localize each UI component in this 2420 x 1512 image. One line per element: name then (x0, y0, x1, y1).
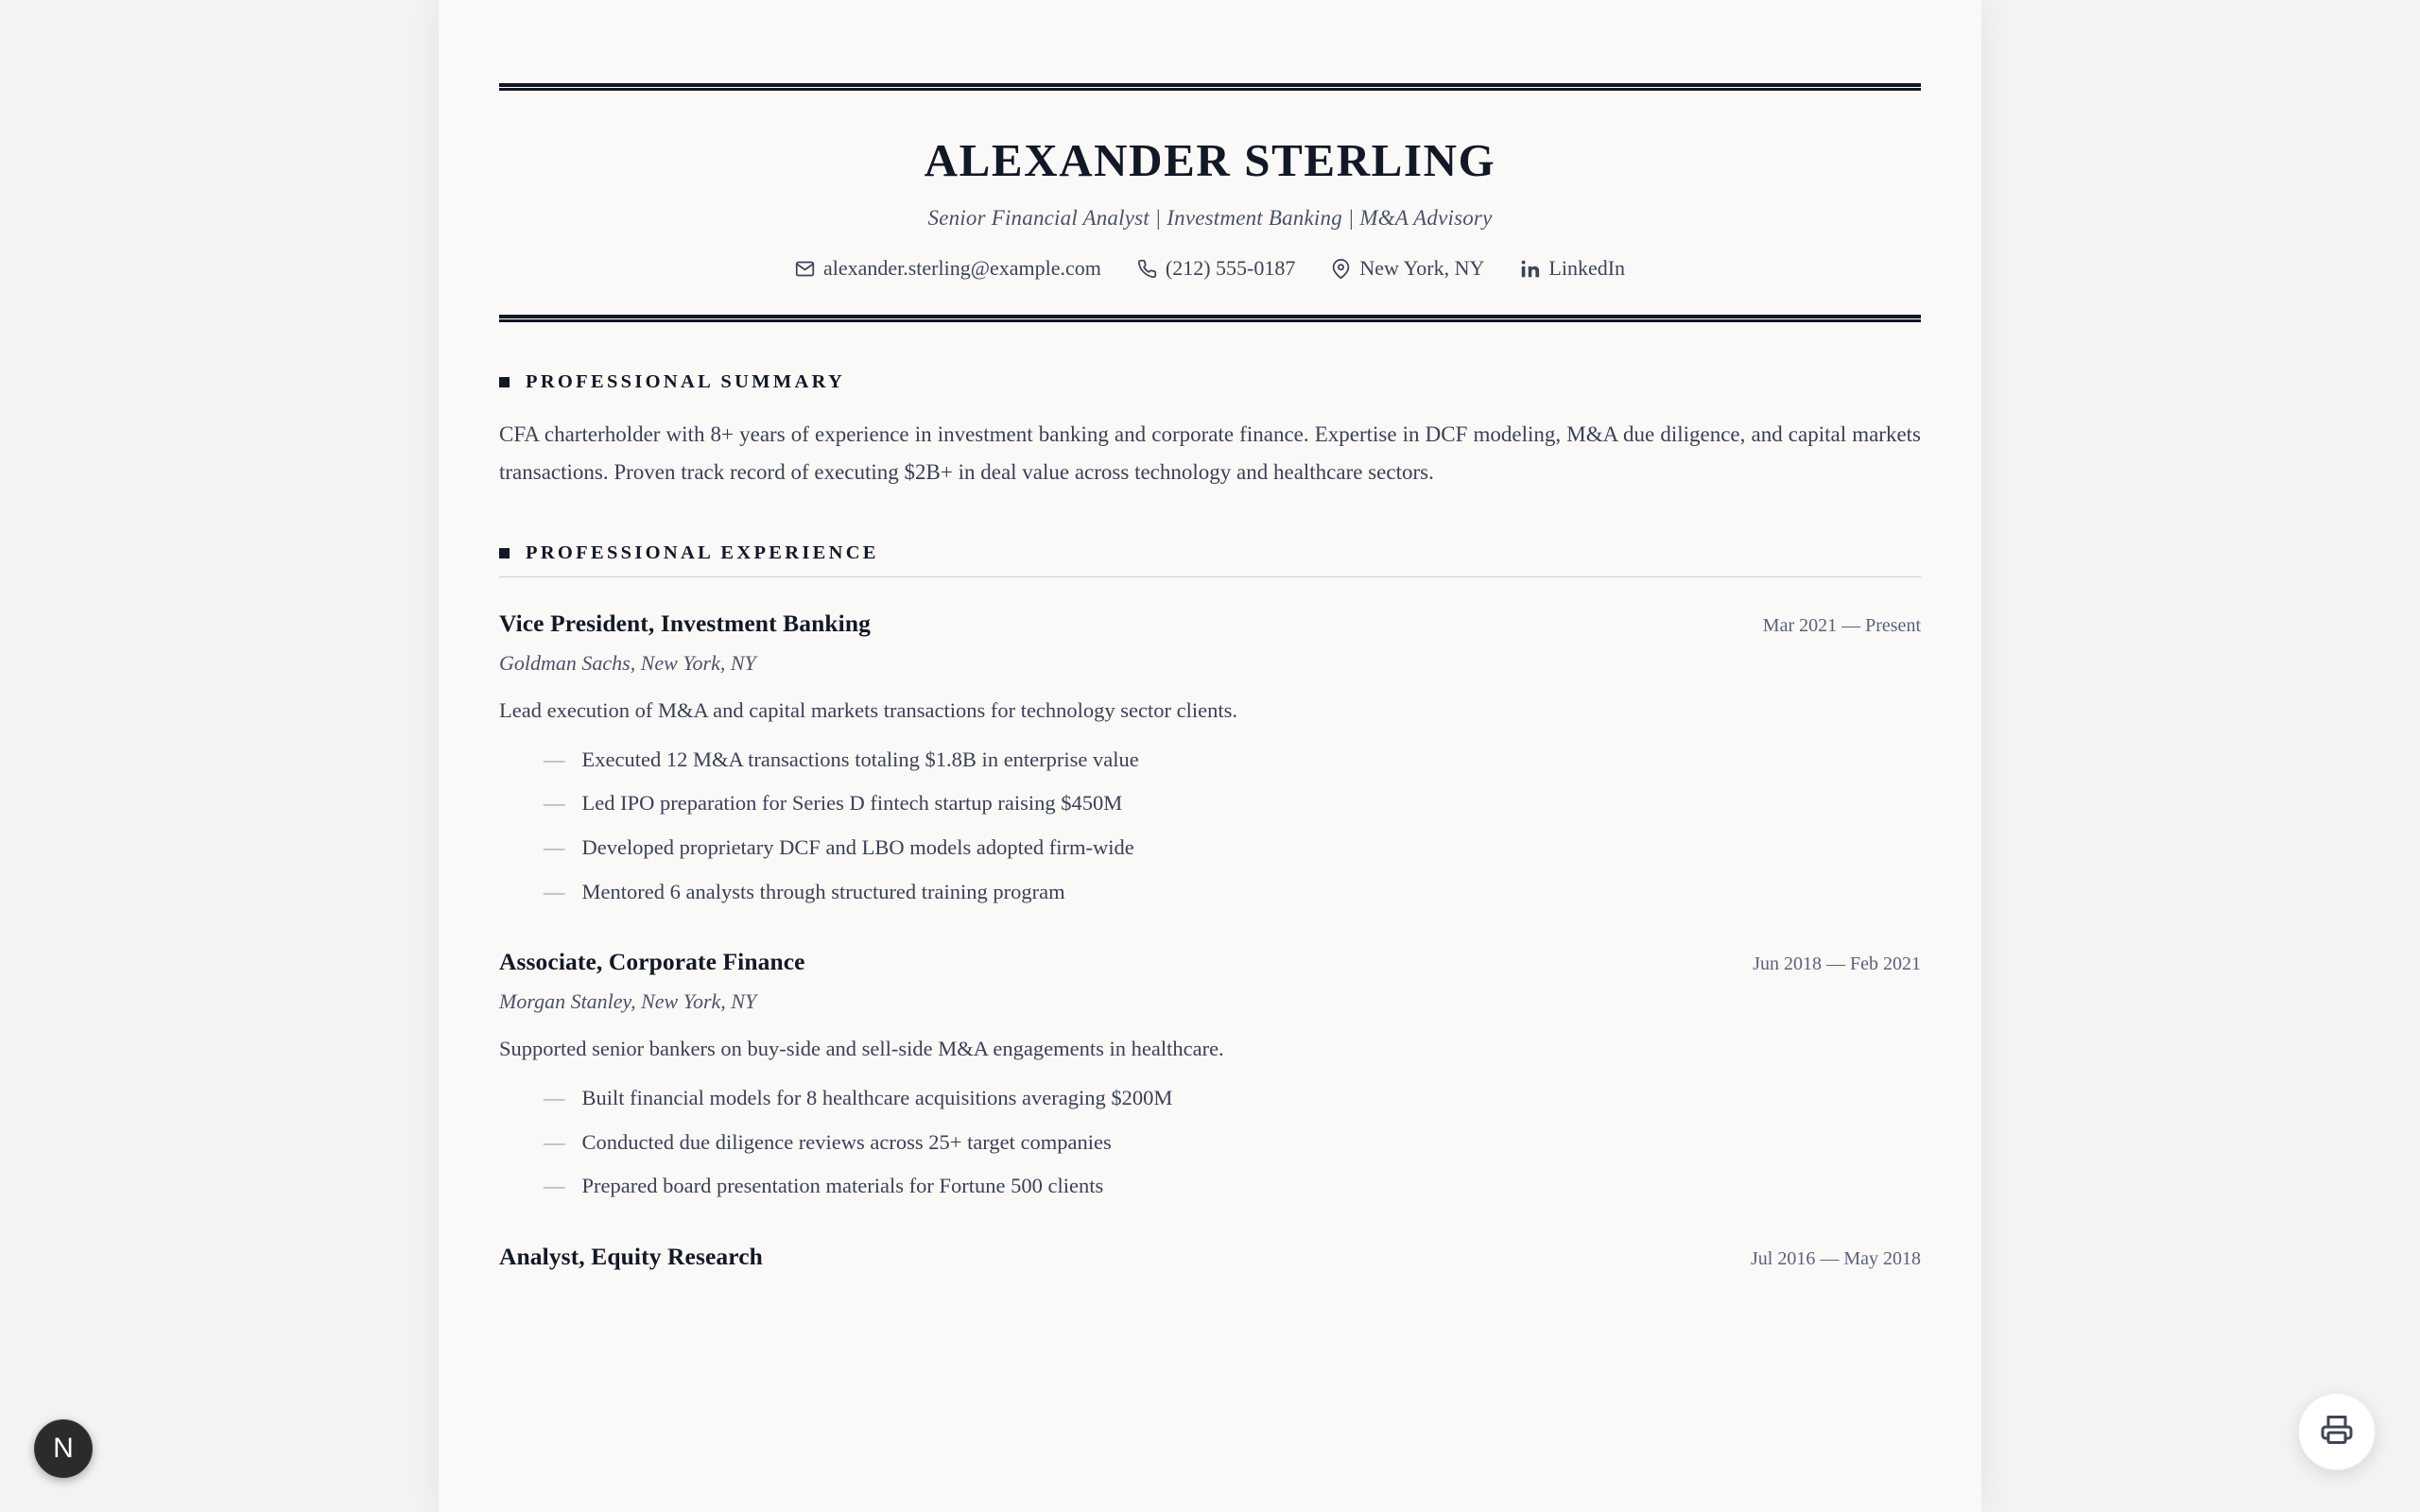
section-experience-title: PROFESSIONAL EXPERIENCE (526, 541, 879, 563)
dash-marker-icon: — (544, 1085, 565, 1109)
job-company: Morgan Stanley, New York, NY (499, 989, 757, 1014)
contact-phone[interactable] (1137, 255, 1296, 281)
square-bullet-icon (499, 548, 510, 558)
contact-location[interactable] (1331, 255, 1485, 281)
job-dates: Jul 2016 — May 2018 (1751, 1247, 1921, 1269)
job-bullet-text: Executed 12 M&A transactions totaling $1.8B in enterprise value (581, 747, 1139, 771)
job-description: Lead execution of M&A and capital markets transactions for technology sector clients. (499, 697, 1237, 722)
header-bottom-double-rule (499, 315, 1921, 322)
section-professional-summary (499, 371, 1921, 491)
job-dates: Jun 2018 — Feb 2021 (1753, 954, 1921, 975)
job-bullet-text: Conducted due diligence reviews across 25+ target companies (581, 1129, 1112, 1154)
dash-marker-icon: — (544, 834, 565, 859)
summary-body: CFA charterholder with 8+ years of experience in investment banking and corporate finance. Expertise in DCF modeling, M&A due diligence, and capital markets transactions. Proven track record of executing $2B+ in deal value across technology and healthcare sectors. (499, 421, 1921, 484)
section-professional-experience (499, 542, 1921, 1271)
job-bullet (499, 870, 1921, 915)
resume-page (439, 0, 1981, 1512)
experience-entry (499, 948, 1921, 1209)
contact-email-text: alexander.sterling@example.com (822, 255, 1101, 280)
envelope-icon (795, 259, 815, 279)
experience-entry (499, 1243, 1921, 1271)
job-title: Analyst, Equity Research (499, 1242, 763, 1270)
header-top-double-rule (499, 83, 1921, 91)
experience-entry-header (499, 948, 1921, 976)
nextjs-dev-badge-label: N (53, 1433, 74, 1464)
job-bullet-text: Built financial models for 8 healthcare acquisitions averaging $200M (581, 1085, 1173, 1109)
job-dates: Mar 2021 — Present (1762, 614, 1921, 636)
print-button[interactable] (2298, 1393, 2376, 1470)
square-bullet-icon (499, 377, 510, 387)
job-bullet-list (499, 738, 1921, 915)
job-company: Goldman Sachs, New York, NY (499, 650, 756, 675)
contact-email[interactable] (795, 255, 1101, 281)
job-bullet-list (499, 1076, 1921, 1209)
section-summary-header (499, 371, 1921, 393)
section-experience-header (499, 542, 1921, 564)
job-description: Supported senior bankers on buy-side and sell-side M&A engagements in healthcare. (499, 1037, 1224, 1061)
job-bullet (499, 738, 1921, 782)
contact-linkedin-text: LinkedIn (1548, 255, 1626, 280)
linkedin-icon (1520, 259, 1540, 279)
experience-entry-header (499, 1243, 1921, 1271)
job-bullet-text: Developed proprietary DCF and LBO models adopted firm-wide (581, 834, 1134, 859)
job-bullet (499, 782, 1921, 826)
phone-icon (1137, 259, 1157, 279)
job-bullet (499, 1121, 1921, 1165)
dash-marker-icon: — (544, 1129, 565, 1154)
nextjs-dev-badge[interactable] (34, 1419, 93, 1478)
candidate-name: ALEXANDER STERLING (924, 134, 1496, 186)
section-experience-divider (499, 576, 1921, 577)
job-title: Vice President, Investment Banking (499, 609, 871, 637)
job-bullet (499, 826, 1921, 870)
job-bullet (499, 1076, 1921, 1121)
dash-marker-icon: — (544, 747, 565, 771)
map-pin-icon (1331, 259, 1351, 279)
printer-icon (2320, 1413, 2354, 1452)
contact-phone-text: (212) 555-0187 (1165, 255, 1296, 280)
job-bullet (499, 1164, 1921, 1209)
experience-entry (499, 610, 1921, 914)
job-bullet-text: Prepared board presentation materials for Fortune 500 clients (581, 1174, 1104, 1198)
job-bullet-text: Mentored 6 analysts through structured training program (581, 879, 1065, 903)
job-bullet-text: Led IPO preparation for Series D fintech startup raising $450M (581, 791, 1123, 816)
job-title: Associate, Corporate Finance (499, 948, 805, 976)
dash-marker-icon: — (544, 791, 565, 816)
contact-row (499, 255, 1921, 281)
dash-marker-icon: — (544, 879, 565, 903)
section-summary-title: PROFESSIONAL SUMMARY (526, 370, 846, 392)
contact-location-text: New York, NY (1359, 255, 1485, 280)
dash-marker-icon: — (544, 1174, 565, 1198)
candidate-headline: Senior Financial Analyst | Investment Banking | M&A Advisory (927, 205, 1493, 230)
contact-linkedin[interactable] (1520, 255, 1626, 281)
experience-entry-header (499, 610, 1921, 638)
